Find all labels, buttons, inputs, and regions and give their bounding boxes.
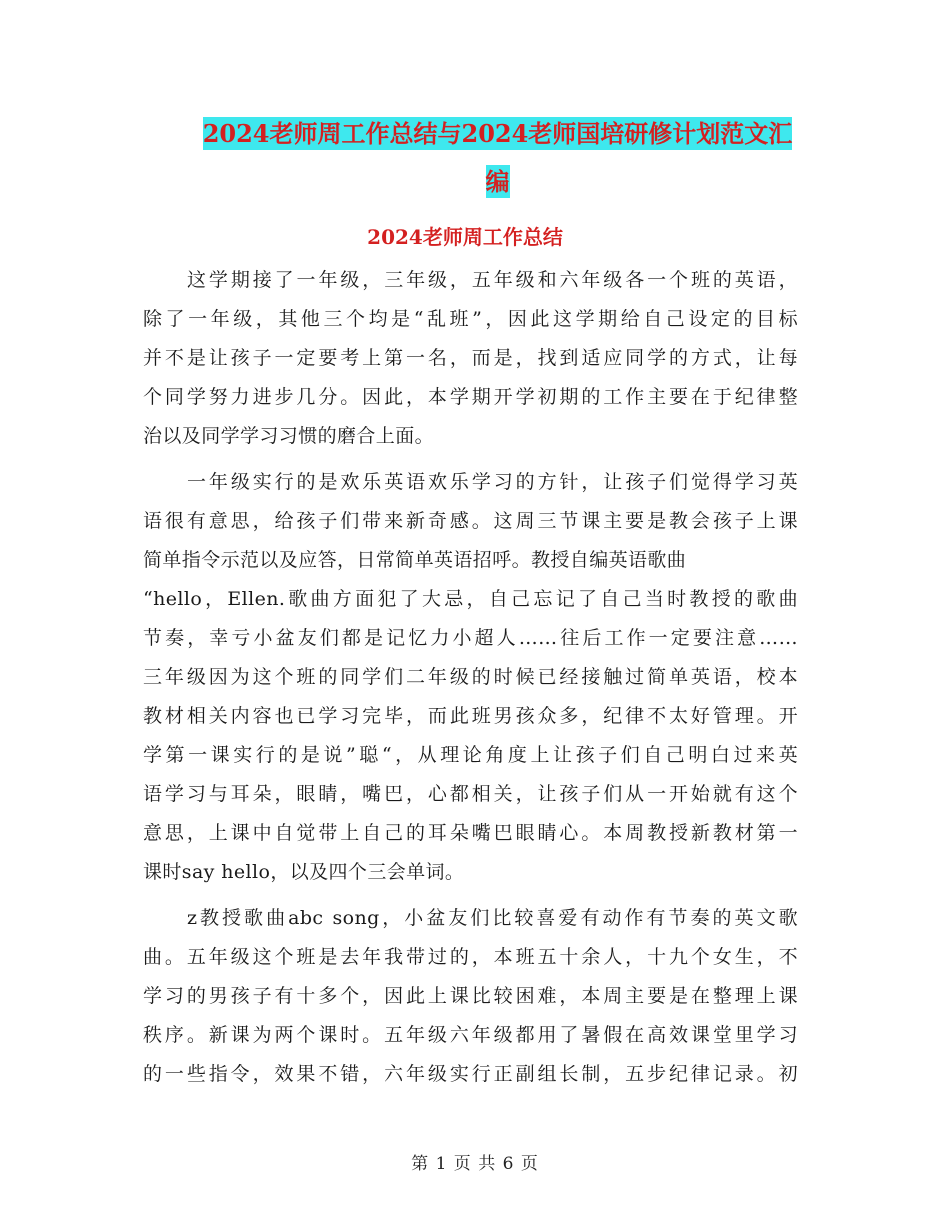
paragraph-3-line: 的一些指令，效果不错，六年级实行正副组长制，五步纪律记录。初 (143, 1063, 798, 1085)
paragraph-2-line: 一年级实行的是欢乐英语欢乐学习的方针，让孩子们觉得学习英 (187, 471, 798, 493)
paragraph-3-line: 学习的男孩子有十多个，因此上课比较困难，本周主要是在整理上课 (143, 985, 798, 1007)
paragraph-2-line: 节奏，幸亏小盆友们都是记忆力小超人……往后工作一定要注意…… (143, 627, 798, 649)
section-title: 2024老师周工作总结 (367, 225, 563, 249)
paragraph-2-line: 课时say hello，以及四个三会单词。 (143, 861, 465, 883)
paragraph-3-line: 曲。五年级这个班是去年我带过的，本班五十余人，十九个女生，不 (143, 946, 798, 968)
paragraph-1-line: 治以及同学学习习惯的磨合上面。 (143, 425, 435, 447)
document-title-line-1: 2024老师周工作总结与2024老师国培研修计划范文汇 (202, 119, 793, 148)
paragraph-1-line: 这学期接了一年级，三年级，五年级和六年级各一个班的英语， (187, 269, 798, 291)
paragraph-3-line: 秩序。新课为两个课时。五年级六年级都用了暑假在高效课堂里学习 (143, 1024, 798, 1046)
paragraph-2-line: 简单指令示范以及应答，日常简单英语招呼。教授自编英语歌曲 (143, 549, 687, 571)
paragraph-1-line: 除了一年级，其他三个均是“乱班”，因此这学期给自己设定的目标 (143, 308, 798, 330)
paragraph-1-line: 并不是让孩子一定要考上第一名，而是，找到适应同学的方式，让每 (143, 347, 798, 369)
paragraph-1-line: 个同学努力进步几分。因此，本学期开学初期的工作主要在于纪律整 (143, 386, 798, 408)
document-title (140, 110, 855, 206)
paragraph-2-line: 意思，上课中自觉带上自己的耳朵嘴巴眼睛心。本周教授新教材第一 (143, 822, 798, 844)
page-number-footer: 第 1 页 共 6 页 (411, 1154, 539, 1174)
paragraph-2-line: 语学习与耳朵，眼睛，嘴巴，心都相关，让孩子们从一开始就有这个 (143, 783, 798, 805)
paragraph-3-line: z教授歌曲abc song，小盆友们比较喜爱有动作有节奏的英文歌 (187, 907, 798, 929)
paragraph-2-line: 语很有意思，给孩子们带来新奇感。这周三节课主要是教会孩子上课 (143, 510, 798, 532)
body-text (143, 261, 798, 1094)
paragraph-2-line: 三年级因为这个班的同学们二年级的时候已经接触过简单英语，校本 (143, 666, 798, 688)
paragraph-2-line: 教材相关内容也已学习完毕，而此班男孩众多，纪律不太好管理。开 (143, 705, 798, 727)
paragraph-2-line: “hello，Ellen.歌曲方面犯了大忌，自己忘记了自己当时教授的歌曲 (143, 588, 798, 610)
paragraph-2-line: 学第一课实行的是说”聪“，从理论角度上让孩子们自己明白过来英 (143, 744, 798, 766)
document-title-line-2: 编 (485, 167, 510, 196)
